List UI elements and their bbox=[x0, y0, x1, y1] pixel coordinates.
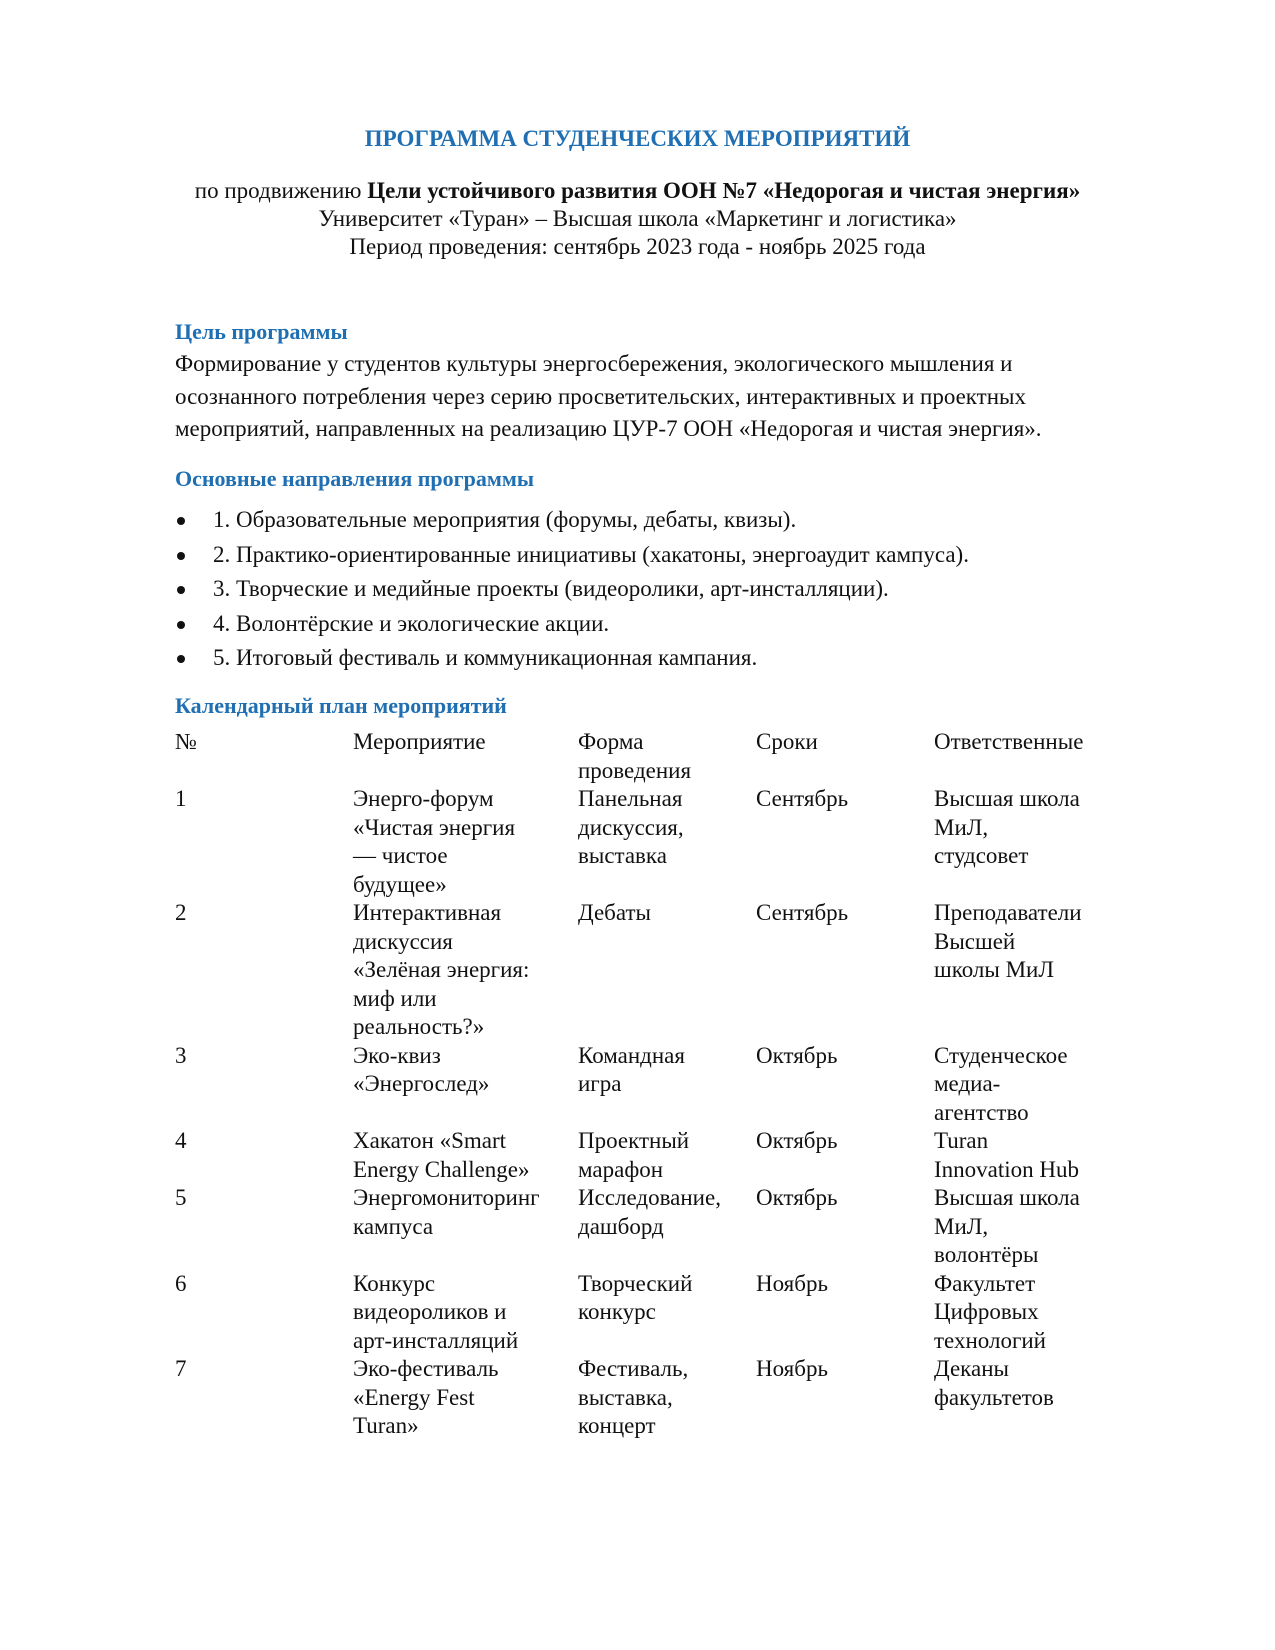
document-title: ПРОГРАММА СТУДЕНЧЕСКИХ МЕРОПРИЯТИЙ bbox=[364, 126, 911, 151]
cell-line: технологий bbox=[934, 1327, 1046, 1353]
cell-dates bbox=[756, 1127, 934, 1184]
cell-line: Turan» bbox=[353, 1413, 419, 1438]
cell-line: студсовет bbox=[934, 843, 1029, 868]
cell-line: Октябрь bbox=[756, 1128, 838, 1153]
list-item bbox=[175, 641, 1135, 676]
cell-line: «Зелёная энергия: bbox=[353, 957, 530, 982]
directions-heading: Основные направления программы bbox=[175, 466, 535, 491]
cell-event bbox=[353, 1355, 578, 1441]
list-item-text: 3. Творческие и медийные проекты (видеоролики, арт-инсталляции). bbox=[213, 576, 889, 601]
cell-dates bbox=[756, 1042, 934, 1128]
cell-event bbox=[353, 899, 578, 1042]
cell-line: — чистое bbox=[353, 843, 448, 868]
bullet-icon bbox=[177, 655, 185, 663]
cell-dates bbox=[756, 1270, 934, 1356]
header-cell-event bbox=[353, 728, 578, 785]
cell-number bbox=[175, 1184, 353, 1270]
cell-format bbox=[578, 1270, 756, 1356]
cell-line: 7 bbox=[175, 1356, 187, 1381]
cell-format bbox=[578, 1127, 756, 1184]
cell-line: Ответственные bbox=[934, 729, 1084, 754]
cell-line: Хакатон «Smart bbox=[353, 1128, 507, 1153]
cell-line: игра bbox=[578, 1071, 622, 1096]
cell-line: Высшая школа bbox=[934, 786, 1080, 811]
cell-line: школы МиЛ bbox=[934, 957, 1054, 982]
cell-line: Факультет bbox=[934, 1270, 1036, 1296]
cell-line: Проектный bbox=[578, 1128, 690, 1153]
table-row bbox=[175, 1127, 1125, 1184]
cell-dates bbox=[756, 1355, 934, 1441]
cell-line: Сентябрь bbox=[756, 900, 849, 925]
cell-line: Преподаватели bbox=[934, 900, 1082, 925]
list-item-text: 4. Волонтёрские и экологические акции. bbox=[213, 610, 610, 636]
cell-line: 5 bbox=[175, 1185, 187, 1210]
cell-responsible bbox=[934, 785, 1125, 899]
header-cell-dates bbox=[756, 728, 934, 785]
header-cell-format bbox=[578, 728, 756, 785]
bullet-icon bbox=[177, 517, 185, 525]
goal-heading: Цель программы bbox=[175, 319, 348, 344]
cell-line: Turan bbox=[934, 1128, 989, 1153]
cell-responsible bbox=[934, 899, 1125, 1042]
cell-line: Октябрь bbox=[756, 1185, 838, 1210]
cell-line: МиЛ, bbox=[934, 814, 989, 840]
cell-responsible bbox=[934, 1042, 1125, 1128]
list-item bbox=[175, 538, 1135, 573]
cell-line: арт-инсталляций bbox=[353, 1327, 519, 1353]
list-item bbox=[175, 607, 1135, 642]
calendar-table bbox=[175, 728, 1125, 1441]
list-item-text: 5. Итоговый фестиваль и коммуникационная кампания. bbox=[213, 645, 758, 670]
cell-line: 1 bbox=[175, 786, 187, 811]
university-line: Университет «Туран» – Высшая школа «Маркетинг и логистика» bbox=[318, 206, 957, 231]
cell-line: «Энергослед» bbox=[353, 1071, 490, 1096]
cell-event bbox=[353, 1270, 578, 1356]
period-line: Период проведения: сентябрь 2023 года - ноябрь 2025 года bbox=[349, 234, 926, 259]
cell-line: Командная bbox=[578, 1042, 685, 1068]
header-cell-responsible bbox=[934, 728, 1125, 785]
cell-line: Innovation Hub bbox=[934, 1156, 1080, 1182]
table-row bbox=[175, 899, 1125, 1042]
cell-line: Энергомониторинг bbox=[353, 1185, 540, 1210]
cell-dates bbox=[756, 899, 934, 1042]
cell-line: выставка bbox=[578, 843, 667, 868]
cell-line: Эко-квиз bbox=[353, 1042, 441, 1068]
goal-paragraph bbox=[175, 348, 1115, 446]
cell-format bbox=[578, 785, 756, 899]
cell-line: кампуса bbox=[353, 1213, 434, 1239]
cell-event bbox=[353, 1184, 578, 1270]
cell-line: Сроки bbox=[756, 729, 818, 754]
cell-number bbox=[175, 899, 353, 1042]
table-row bbox=[175, 1184, 1125, 1270]
cell-line: № bbox=[175, 729, 197, 754]
cell-line: 4 bbox=[175, 1128, 187, 1153]
cell-event bbox=[353, 785, 578, 899]
table-row bbox=[175, 1270, 1125, 1356]
cell-line: реальность?» bbox=[353, 1014, 485, 1039]
directions-list bbox=[175, 503, 1135, 676]
cell-line: Конкурс bbox=[353, 1270, 436, 1296]
cell-responsible bbox=[934, 1270, 1125, 1356]
bullet-icon bbox=[177, 552, 185, 560]
cell-event bbox=[353, 1042, 578, 1128]
cell-line: 3 bbox=[175, 1042, 187, 1068]
cell-line: Октябрь bbox=[756, 1042, 838, 1068]
cell-line: марафон bbox=[578, 1156, 664, 1182]
cell-event bbox=[353, 1127, 578, 1184]
cell-line: Energy Challenge» bbox=[353, 1156, 530, 1182]
cell-line: агентство bbox=[934, 1099, 1029, 1125]
cell-line: Панельная bbox=[578, 786, 683, 811]
cell-line: волонтёры bbox=[934, 1242, 1039, 1267]
cell-line: Творческий bbox=[578, 1270, 693, 1296]
header-cell-number bbox=[175, 728, 353, 785]
cell-line: дашборд bbox=[578, 1213, 664, 1239]
cell-line: Фестиваль, bbox=[578, 1356, 689, 1381]
cell-line: дискуссия bbox=[353, 928, 453, 954]
cell-number bbox=[175, 785, 353, 899]
cell-responsible bbox=[934, 1127, 1125, 1184]
cell-line: миф или bbox=[353, 985, 437, 1011]
cell-format bbox=[578, 1184, 756, 1270]
cell-line: медиа- bbox=[934, 1071, 1001, 1096]
cell-line: Исследование, bbox=[578, 1185, 721, 1210]
cell-line: факультетов bbox=[934, 1384, 1054, 1410]
subtitle-prefix: по продвижению bbox=[194, 178, 368, 203]
list-item-text: 1. Образовательные мероприятия (форумы, дебаты, квизы). bbox=[213, 507, 797, 532]
cell-line: «Чистая энергия bbox=[353, 814, 516, 840]
cell-responsible bbox=[934, 1355, 1125, 1441]
goal-line: Формирование у студентов культуры энергосбережения, экологического мышления и bbox=[175, 351, 1013, 376]
cell-line: Высшей bbox=[934, 928, 1016, 954]
list-item bbox=[175, 503, 1135, 538]
subtitle-goal: Цели устойчивого развития ООН №7 «Недорогая и чистая энергия» bbox=[367, 178, 1081, 203]
cell-number bbox=[175, 1042, 353, 1128]
cell-line: Энерго-форум bbox=[353, 786, 494, 811]
cell-line: Дебаты bbox=[578, 900, 651, 925]
cell-number bbox=[175, 1355, 353, 1441]
cell-line: 2 bbox=[175, 900, 187, 925]
cell-line: Форма bbox=[578, 729, 644, 754]
cell-line: Деканы bbox=[934, 1356, 1009, 1381]
cell-responsible bbox=[934, 1184, 1125, 1270]
cell-line: Студенческое bbox=[934, 1042, 1068, 1068]
table-header-row bbox=[175, 728, 1125, 785]
cell-format bbox=[578, 1042, 756, 1128]
calendar-heading: Календарный план мероприятий bbox=[175, 693, 507, 718]
cell-line: «Energy Fest bbox=[353, 1384, 475, 1410]
subtitle-line bbox=[0, 178, 1275, 204]
cell-format bbox=[578, 899, 756, 1042]
bullet-icon bbox=[177, 586, 185, 594]
goal-line: осознанного потребления через серию просветительских, интерактивных и проектных bbox=[175, 383, 1026, 409]
table-row bbox=[175, 1042, 1125, 1128]
cell-line: Мероприятие bbox=[353, 729, 486, 754]
bullet-icon bbox=[177, 621, 185, 629]
cell-line: видеороликов и bbox=[353, 1299, 507, 1324]
cell-number bbox=[175, 1127, 353, 1184]
cell-line: Цифровых bbox=[934, 1299, 1039, 1324]
cell-line: Сентябрь bbox=[756, 786, 849, 811]
cell-line: конкурс bbox=[578, 1299, 656, 1324]
cell-line: выставка, bbox=[578, 1384, 673, 1410]
goal-line: мероприятий, направленных на реализацию ЦУР-7 ООН «Недорогая и чистая энергия». bbox=[175, 416, 1042, 441]
cell-line: Интерактивная bbox=[353, 900, 502, 925]
cell-line: Ноябрь bbox=[756, 1270, 828, 1296]
cell-line: дискуссия, bbox=[578, 814, 684, 840]
cell-line: Эко-фестиваль bbox=[353, 1356, 499, 1381]
list-item bbox=[175, 572, 1135, 607]
cell-line: Высшая школа bbox=[934, 1185, 1080, 1210]
list-item-text: 2. Практико-ориентированные инициативы (хакатоны, энергоаудит кампуса). bbox=[213, 541, 969, 567]
table-row bbox=[175, 1355, 1125, 1441]
cell-dates bbox=[756, 1184, 934, 1270]
cell-line: Ноябрь bbox=[756, 1356, 828, 1381]
table-row bbox=[175, 785, 1125, 899]
cell-line: 6 bbox=[175, 1270, 187, 1296]
cell-line: концерт bbox=[578, 1413, 656, 1438]
cell-format bbox=[578, 1355, 756, 1441]
cell-line: проведения bbox=[578, 757, 692, 783]
cell-line: МиЛ, bbox=[934, 1213, 989, 1239]
cell-number bbox=[175, 1270, 353, 1356]
cell-line: будущее» bbox=[353, 871, 447, 897]
cell-dates bbox=[756, 785, 934, 899]
